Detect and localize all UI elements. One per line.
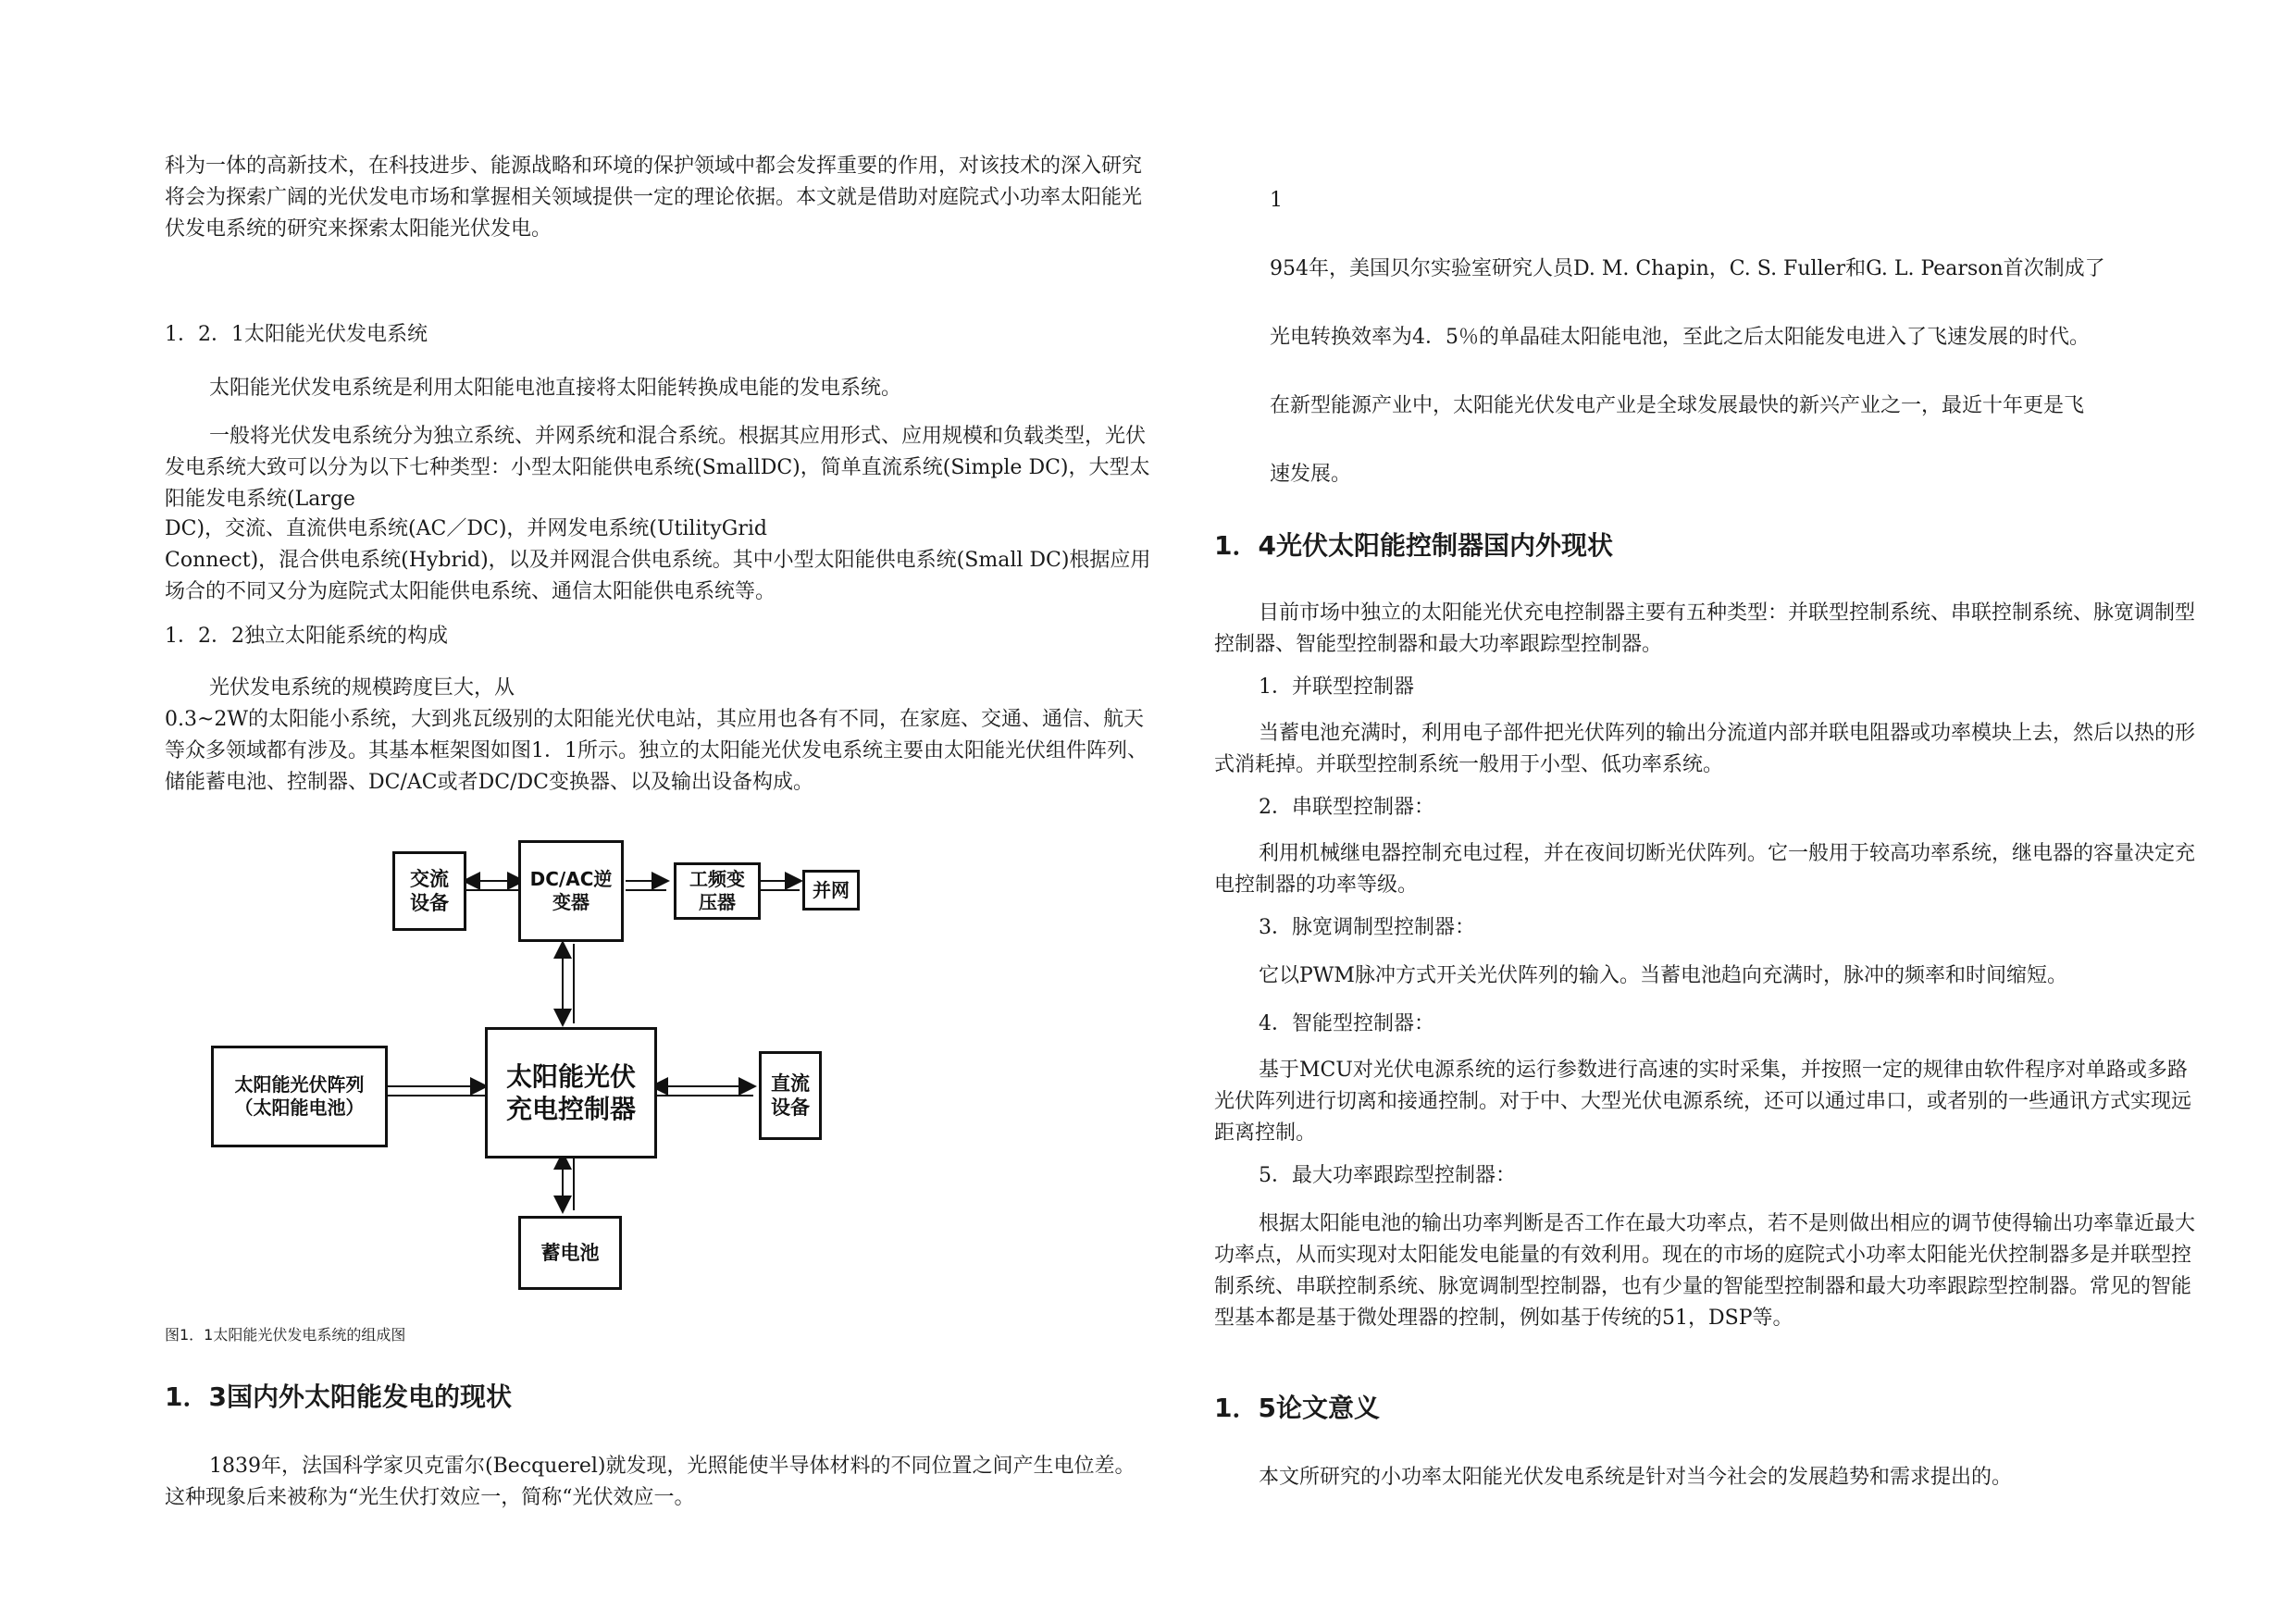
section-heading-1-3: 1．3国内外太阳能发电的现状 [165,1381,512,1412]
paragraph-series: 利用机械继电器控制充电过程，并在夜间切断光伏阵列。它一般用于较高功率系统，继电器的容量决定充电控制器的功率等级。 [1214,842,2196,897]
paragraph-pwm: 它以PWM脉冲方式开关光伏阵列的输入。当蓄电池趋向充满时，脉冲的频率和时间缩短。 [1259,964,2067,987]
paragraph-thesis-significance: 本文所研究的小功率太阳能光伏发电系统是针对当今社会的发展趋势和需求提出的。 [1259,1466,2013,1489]
paragraph-becquerel: 1839年，法国科学家贝克雷尔(Becquerel)就发现，光照能使半导体材料的不同位置之间产生电位差。这种现象后来被称为“光生伏打效应一，简称“光伏效应一。 [165,1455,1136,1509]
arrow-inverter-controller [563,944,574,1023]
paragraph-pv-system-types-cont2: Connect)，混合供电系统(Hybrid)，以及并网混合供电系统。其中小型太阳能供电系统(Small DC)根据应用场合的不同又分为庭院式太阳能供电系统、通信太阳能供电系统等。 [165,549,1151,603]
pv-array-box: 太阳能光伏阵列 （太阳能电池） [211,1046,388,1147]
block-diagram [204,824,870,1295]
history-line-4: 在新型能源产业中，太阳能光伏发电产业是全球发展最快的新兴产业之一，最近十年更是飞 [1270,394,2085,417]
section-heading-1-4: 1．4光伏太阳能控制器国内外现状 [1214,530,1613,561]
intro-paragraph: 科为一体的高新技术，在科技进步、能源战略和环境的保护领域中都会发挥重要的作用，对该技术的深入研究将会为探索广阔的光伏发电市场和掌握相关领域提供一定的理论依据。本文就是借助对庭院式小功率太阳能光伏发电系统的研究来探索太阳能光伏发电。 [165,155,1143,241]
arrow-controller-battery [563,1155,574,1210]
paragraph-controller-types: 目前市场中独立的太阳能光伏充电控制器主要有五种类型：并联型控制系统、串联控制系统、脉宽调制型控制器、智能型控制器和最大功率跟踪型控制器。 [1214,601,2196,656]
subheading-mppt: 5．最大功率跟踪型控制器： [1259,1164,1516,1187]
history-line-5: 速发展。 [1270,463,1352,486]
paragraph-scale: 光伏发电系统的规模跨度巨大，从 [209,676,515,700]
inverter-box: DC/AC逆 变器 [518,840,624,942]
paragraph-pv-system-types: 一般将光伏发电系统分为独立系统、并网系统和混合系统。根据其应用形式、应用规模和负载类型，光伏发电系统大致可以分为以下七种类型：小型太阳能供电系统(SmallDC)，简单直流系统(Simple DC)，大型太阳能发电系统(Large [165,425,1150,511]
arrow-controller-dc [653,1086,753,1096]
paragraph-scale-cont: 0.3~2W的太阳能小系统，大到兆瓦级别的太阳能光伏电站，其应用也各有不同，在家庭、交通、通信、航天等众多领域都有涉及。其基本框架图如图1．1所示。独立的太阳能光伏发电系统主要由太阳能光伏组件阵列、储能蓄电池、控制器、DC/AC或者DC/DC变换器、以及输出设备构成。 [165,708,1148,794]
ac-device-box: 交流 设备 [392,851,466,931]
section-heading-1-2-2: 1．2．2独立太阳能系统的构成 [165,625,448,648]
dc-device-box: 直流 设备 [759,1051,822,1140]
section-heading-1-5: 1．5论文意义 [1214,1393,1380,1423]
arrow-pv-controller [384,1086,485,1096]
transformer-box: 工频变 压器 [674,862,761,920]
paragraph-pv-system-types-cont1: DC)，交流、直流供电系统(AC／DC)，并网发电系统(UtilityGrid [165,517,767,540]
figure-caption: 图1．1太阳能光伏发电系统的组成图 [165,1326,406,1344]
section-heading-1-2-1: 1．2．1太阳能光伏发电系统 [165,323,428,346]
grid-box: 并网 [802,870,860,911]
history-line-2: 954年，美国贝尔实验室研究人员D. M. Chapin，C. S. Fuller和G. L. Pearson首次制成了 [1270,257,2105,280]
arrow-transformer-grid [760,881,800,890]
subheading-pwm: 3．脉宽调制型控制器： [1259,916,1475,939]
paragraph-pv-system-definition: 太阳能光伏发电系统是利用太阳能电池直接将太阳能转换成电能的发电系统。 [209,377,902,400]
paragraph-smart: 基于MCU对光伏电源系统的运行参数进行高速的实时采集，并按照一定的规律由软件程序对单路或多路光伏阵列进行切离和接通控制。对于中、大型光伏电源系统，还可以通过串口，或者别的一些通讯方式实现远距离控制。 [1214,1059,2192,1145]
paragraph-mppt: 根据太阳能电池的输出功率判断是否工作在最大功率点，若不是则做出相应的调节使得输出功率靠近最大功率点，从而实现对太阳能发电能量的有效利用。现在的市场的庭院式小功率太阳能光伏控制器多是并联型控制系统、串联控制系统、脉宽调制型控制器，也有少量的智能型控制器和最大功率跟踪型控制器。常见的智能型基本都是基于微处理器的控制，例如基于传统的51，DSP等。 [1214,1212,2196,1330]
history-line-1: 1 [1270,189,1283,212]
history-line-3: 光电转换效率为4．5％的单晶硅太阳能电池，至此之后太阳能发电进入了飞速发展的时代。 [1270,326,2090,349]
arrow-ac-inverter [465,881,522,890]
battery-box: 蓄电池 [518,1216,622,1290]
controller-box: 太阳能光伏 充电控制器 [485,1027,657,1158]
subheading-series: 2．串联型控制器： [1259,796,1434,819]
subheading-smart: 4．智能型控制器： [1259,1012,1434,1035]
paragraph-shunt: 当蓄电池充满时，利用电子部件把光伏阵列的输出分流道内部并联电阻器或功率模块上去，然后以热的形式消耗掉。并联型控制系统一般用于小型、低功率系统。 [1214,722,2196,776]
subheading-shunt: 1．并联型控制器 [1259,675,1414,699]
arrow-inverter-transformer [626,881,666,890]
